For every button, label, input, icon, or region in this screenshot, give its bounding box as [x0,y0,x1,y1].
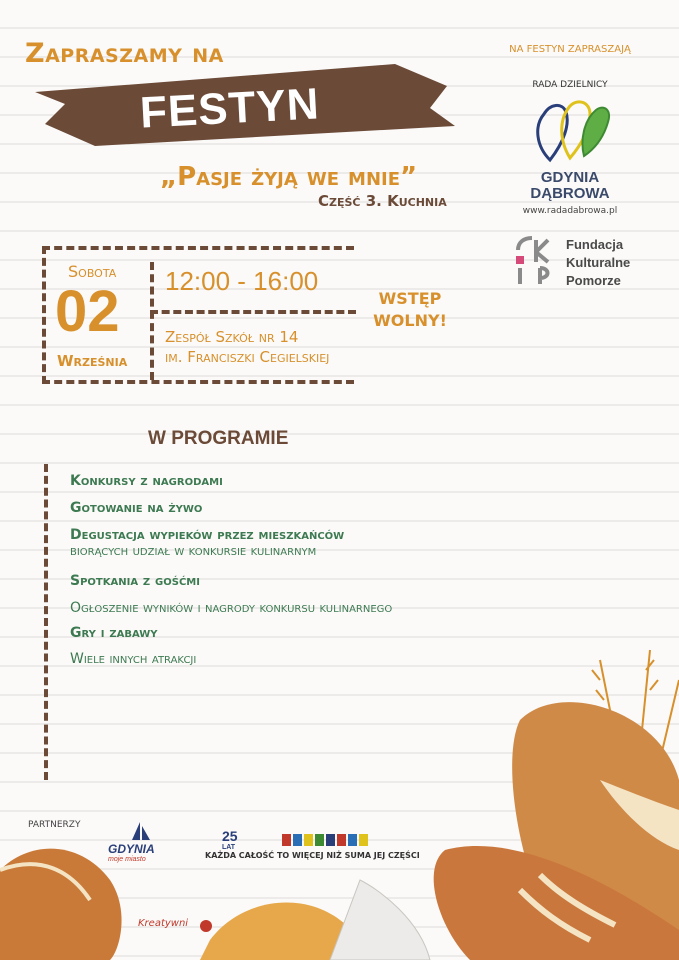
day-number: 02 [55,279,120,344]
date-box-bottom-border [42,380,354,384]
program-item: Degustacja wypieków przez mieszkańców [70,527,345,543]
logo-line1: GDYNIA [540,169,600,186]
program-item: Wiele innych atrakcji [70,651,197,667]
free-entry-line2: WOLNY! [373,311,447,330]
anniversary-number: 25 [222,828,238,844]
gdynia-logo-subtitle: moje miasto [108,856,146,863]
program-item: Gry i zabawy [70,625,158,641]
anniversary-logo [222,828,238,851]
event-part: Część 3. Kuchnia [318,192,447,210]
program-item: Gotowanie na żywo [70,500,203,516]
oak-leaves-icon [530,96,614,168]
gdynia-logo [108,842,155,863]
organizers-label: NA FESTYN ZAPRASZAJĄ [509,44,631,55]
website-link[interactable]: www.radadabrowa.pl [522,206,618,216]
partners-label: PARTNERZY [28,820,81,830]
bread-illustration [0,640,679,960]
gdynia-sail-icon [128,820,152,842]
program-item: biorących udział w konkursie kulinarnym [70,543,317,559]
fkp-line3: Pomorze [566,273,621,288]
invite-heading: Zapraszamy na [25,38,224,69]
program-item: Konkursy z nagrodami [70,473,223,489]
municipal-crests-icon [282,832,372,848]
month-name: Września [57,352,128,370]
day-name: Sobota [68,262,117,281]
program-heading: W PROGRAMIE [148,428,289,449]
gdynia-dabrowa-logo [495,170,645,202]
address-line2: im. Franciszki Cegielskiej [165,348,330,366]
partners-tagline: KAŻDA CAŁOŚĆ TO WIĘCEJ NIŻ SUMA JEJ CZĘŚCI [205,851,420,860]
free-entry [370,288,450,332]
kreatywni-logo: Kreatywni [138,918,189,929]
council-label: RADA DZIELNICY [532,80,608,90]
fkp-line2: Kulturalne [566,255,631,270]
fkp-line1: Fundacja [566,237,624,252]
event-slogan: „Pasje żyją we mnie” [160,162,418,192]
event-title: FESTYN [138,79,321,138]
date-box-inner-border [150,262,154,380]
date-box-divider [150,310,356,314]
kreatywni-heart-icon [200,920,212,932]
program-item: Ogłoszenie wyników i nagrody konkursu kulinarnego [70,600,393,616]
address-line1: Zespół Szkół nr 14 [165,328,299,346]
gdynia-logo-text: GDYNIA [108,842,155,856]
event-time: 12:00 - 16:00 [165,266,319,296]
date-box-top-border [42,246,354,250]
date-box-left-border [42,246,46,384]
fkp-logo-icon [514,236,564,286]
free-entry-line1: WSTĘP [378,289,442,308]
program-item: Spotkania z gośćmi [70,573,200,589]
anniversary-label: LAT [222,844,236,851]
logo-line2: DĄBROWA [530,185,610,202]
fkp-name [566,236,630,290]
